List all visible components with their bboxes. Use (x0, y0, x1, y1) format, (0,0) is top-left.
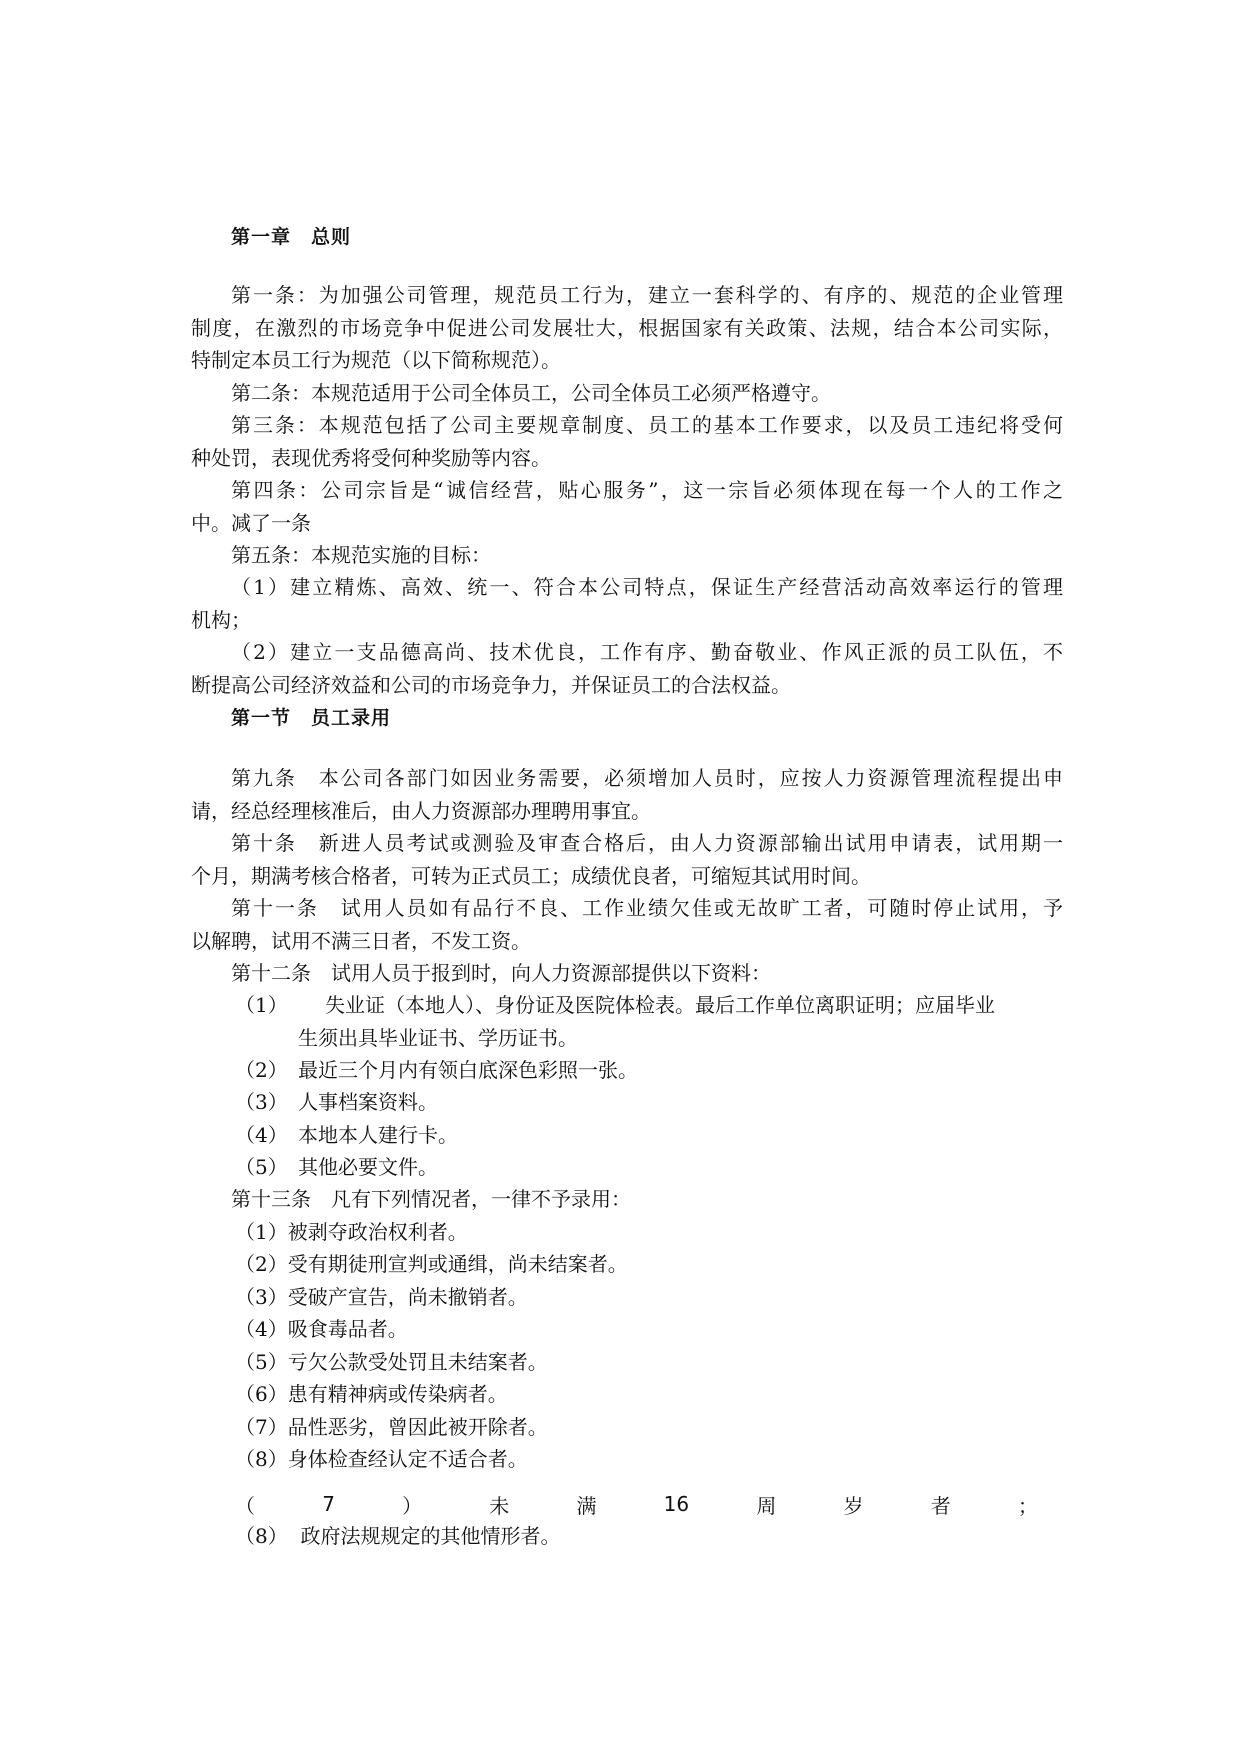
spread-char: 7 (322, 1492, 335, 1516)
spread-char: 满 (576, 1493, 597, 1518)
text-line: 个月，期满考核合格者，可转为正式员工；成绩优良者，可缩短其试用时间。 (191, 863, 871, 888)
text-line: 机构； (191, 607, 251, 632)
article-11 (191, 892, 1063, 957)
text-line: 特制定本员工行为规范（以下简称规范）。 (191, 348, 561, 372)
article-3 (191, 409, 1063, 474)
text-line: 制度，在激烈的市场竞争中促进公司发展壮大，根据国家有关政策、法规，结合本公司实际， (191, 315, 1063, 340)
section-title: 第一节 员工录用 (231, 707, 392, 729)
exclusion-item-3: （3）受破产宣告，尚未撤销者。 (235, 1285, 528, 1309)
exclusion-item-1: （1）被剥夺政治权利者。 (235, 1220, 468, 1244)
exclusion-item-8: （8）身体检查经认定不适合者。 (235, 1447, 528, 1471)
text-line: 第四条：公司宗旨是“诚信经营，贴心服务”，这一宗旨必须体现在每一个人的工作之 (231, 478, 1063, 502)
text-line: 第二条：本规范适用于公司全体员工，公司全体员工必须严格遵守。 (231, 381, 831, 405)
article-4 (191, 474, 1063, 539)
article-10 (191, 827, 1063, 892)
text-line: 最近三个月内有领白底深色彩照一张。 (298, 1058, 638, 1082)
text-line: 本地本人建行卡。 (298, 1123, 458, 1147)
spread-char: 岁 (843, 1493, 864, 1518)
spread-char: 16 (663, 1492, 690, 1516)
text-line: 第五条：本规范实施的目标： (231, 543, 491, 567)
text-line: 第三条：本规范包括了公司主要规章制度、员工的基本工作要求，以及员工违纪将受何 (231, 413, 1063, 437)
article-13: 第十三条 凡有下列情况者，一律不予录用： (231, 1187, 631, 1211)
spread-char: 未 (489, 1493, 510, 1518)
text-line: 人事档案资料。 (298, 1090, 438, 1114)
item-number: （4） (235, 1123, 288, 1147)
item-number: （1） (235, 993, 288, 1017)
text-line: 断提高公司经济效益和公司的市场竞争力，并保证员工的合法权益。 (191, 672, 791, 697)
text-line: 第一条：为加强公司管理，规范员工行为，建立一套科学的、有序的、规范的企业管理 (231, 283, 1063, 307)
goal-2 (191, 636, 1063, 701)
text-line: 失业证（本地人）、身份证及医院体检表。最后工作单位离职证明；应届毕业 (325, 993, 995, 1017)
text-line: 种处罚，表现优秀将受何种奖励等内容。 (191, 445, 551, 470)
exclusion-item-6: （6）患有精神病或传染病者。 (235, 1382, 508, 1406)
text-line: 以解聘，试用不满三日者，不发工资。 (191, 928, 531, 953)
spread-char: 者 (930, 1493, 951, 1518)
text-line: 生须出具毕业证书、学历证书。 (298, 1025, 578, 1050)
exclusion-item-2: （2）受有期徒刑宣判或通缉，尚未结案者。 (235, 1252, 628, 1276)
item-number: （5） (235, 1155, 288, 1179)
article-1 (191, 279, 1063, 377)
article-12: 第十二条 试用人员于报到时，向人力资源部提供以下资料： (231, 961, 771, 985)
text-line: 其他必要文件。 (298, 1155, 438, 1179)
text-line: 中。减了一条 (191, 510, 311, 535)
article-5 (191, 539, 1063, 572)
article-2 (191, 377, 1063, 410)
item-number: （3） (235, 1090, 288, 1114)
exclusion-item-4: （4）吸食毒品者。 (235, 1317, 408, 1341)
goal-1 (191, 571, 1063, 636)
exclusion-item-5: （5）亏欠公款受处罚且未结案者。 (235, 1350, 548, 1374)
spread-char: ） (402, 1493, 423, 1518)
article-9 (191, 762, 1063, 827)
text-line: （1）建立精炼、高效、统一、符合本公司特点，保证生产经营活动高效率运行的管理 (231, 575, 1063, 599)
text-line: 第十一条 试用人员如有品行不良、工作业绩欠佳或无故旷工者，可随时停止试用，予 (231, 896, 1063, 920)
chapter-title: 第一章 总则 (231, 226, 352, 248)
item-number: （2） (235, 1058, 288, 1082)
exclusion-item-final: （8） 政府法规规定的其他情形者。 (235, 1524, 561, 1548)
text-line: （2）建立一支品德高尚、技术优良，工作有序、勤奋敬业、作风正派的员工队伍，不 (231, 640, 1063, 664)
spread-char: 周 (756, 1493, 777, 1518)
spread-char: ； (1017, 1493, 1038, 1518)
exclusion-item-7: （7）品性恶劣，曾因此被开除者。 (235, 1415, 548, 1439)
spread-char: （ (235, 1493, 255, 1518)
text-line: 第十条 新进人员考试或测验及审查合格后，由人力资源部输出试用申请表，试用期一 (231, 831, 1063, 855)
exclusion-item-age (235, 1488, 1038, 1520)
text-line: 第九条 本公司各部门如因业务需要，必须增加人员时，应按人力资源管理流程提出申 (231, 766, 1063, 790)
text-line: 请，经总经理核准后，由人力资源部办理聘用事宜。 (191, 798, 651, 823)
